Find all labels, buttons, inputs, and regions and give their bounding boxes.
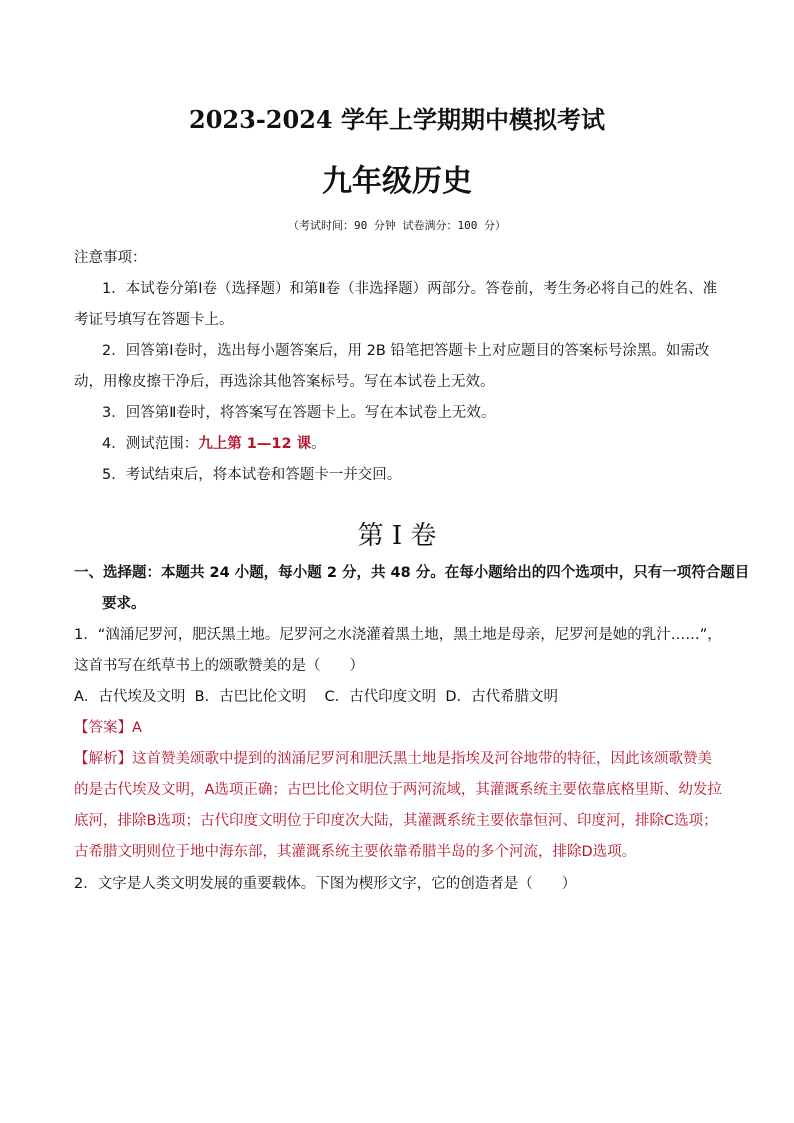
exam-info: （考试时间：90 分钟 试卷满分：100 分） xyxy=(288,219,506,232)
answer-value: A xyxy=(132,720,142,736)
question-1-stem: 1．“汹涌尼罗河，肥沃黑土地。尼罗河之水浇灌着黑土地，黑土地是母亲，尼罗河是她的乳汁……”，这首书写在纸草书上的颂歌赞美的是（ ） xyxy=(74,627,722,674)
answer-label: 【答案】 xyxy=(74,720,132,736)
test-scope: 九上第 1—12 课 xyxy=(198,436,312,452)
note-item-1: 1．本试卷分第Ⅰ卷（选择题）和第Ⅱ卷（非选择题）两部分。答卷前，考生务必将自己的姓名、准考证号填写在答题卡上。 xyxy=(74,281,718,328)
analysis-text: 这首赞美颂歌中提到的汹涌尼罗河和肥沃黑土地是指埃及河谷地带的特征，因此该颂歌赞美的是古代埃及文明，A选项正确；古巴比伦文明位于两河流域，其灌溉系统主要依靠底格里斯、幼发拉底河，排除B选项；古代印度文明位于印度次大陆，其灌溉系统主要依靠恒河、印度河，排除C选项；古希腊文明则位于地中海东部，其灌溉系统主要依靠希腊半岛的多个河流，排除D选项。 xyxy=(74,751,722,860)
note-item-3: 3．回答第Ⅱ卷时，将答案写在答题卡上。写在本试卷上无效。 xyxy=(102,405,496,421)
note-item-2: 2．回答第Ⅰ卷时，选出每小题答案后，用 2B 铅笔把答题卡上对应题目的答案标号涂黑。如需改动，用橡皮擦干净后，再选涂其他答案标号。写在本试卷上无效。 xyxy=(74,343,710,390)
question-2-stem: 2．文字是人类文明发展的重要载体。下图为楔形文字，它的创造者是（ ） xyxy=(74,876,577,892)
analysis-label: 【解析】 xyxy=(74,751,132,767)
section-heading xyxy=(74,558,752,620)
note-item-5: 5．考试结束后，将本试卷和答题卡一并交回。 xyxy=(102,467,402,483)
exam-subtitle: 九年级历史 xyxy=(322,164,472,199)
question-1-answer xyxy=(74,713,724,744)
exam-title: 2023-2024 学年上学期期中模拟考试 xyxy=(189,105,605,134)
notes-heading: 注意事项： xyxy=(74,250,147,266)
note-item-4-suffix: 。 xyxy=(311,436,326,452)
note-item-4-prefix: 4．测试范围： xyxy=(102,436,199,452)
section-text: 本题共 24 小题，每小题 2 分，共 48 分。在每小题给出的四个选项中，只有一项符合题目要求。 xyxy=(102,565,750,612)
volume-title: 第 I 卷 xyxy=(357,521,437,551)
notes-list xyxy=(74,274,724,491)
section-prefix: 一、选择题： xyxy=(74,565,161,581)
question-1-analysis xyxy=(74,744,724,868)
note-item-4 xyxy=(74,429,724,460)
question-1-options: A．古代埃及文明 B．古巴比伦文明 C．古代印度文明 D．古代希腊文明 xyxy=(74,689,559,705)
